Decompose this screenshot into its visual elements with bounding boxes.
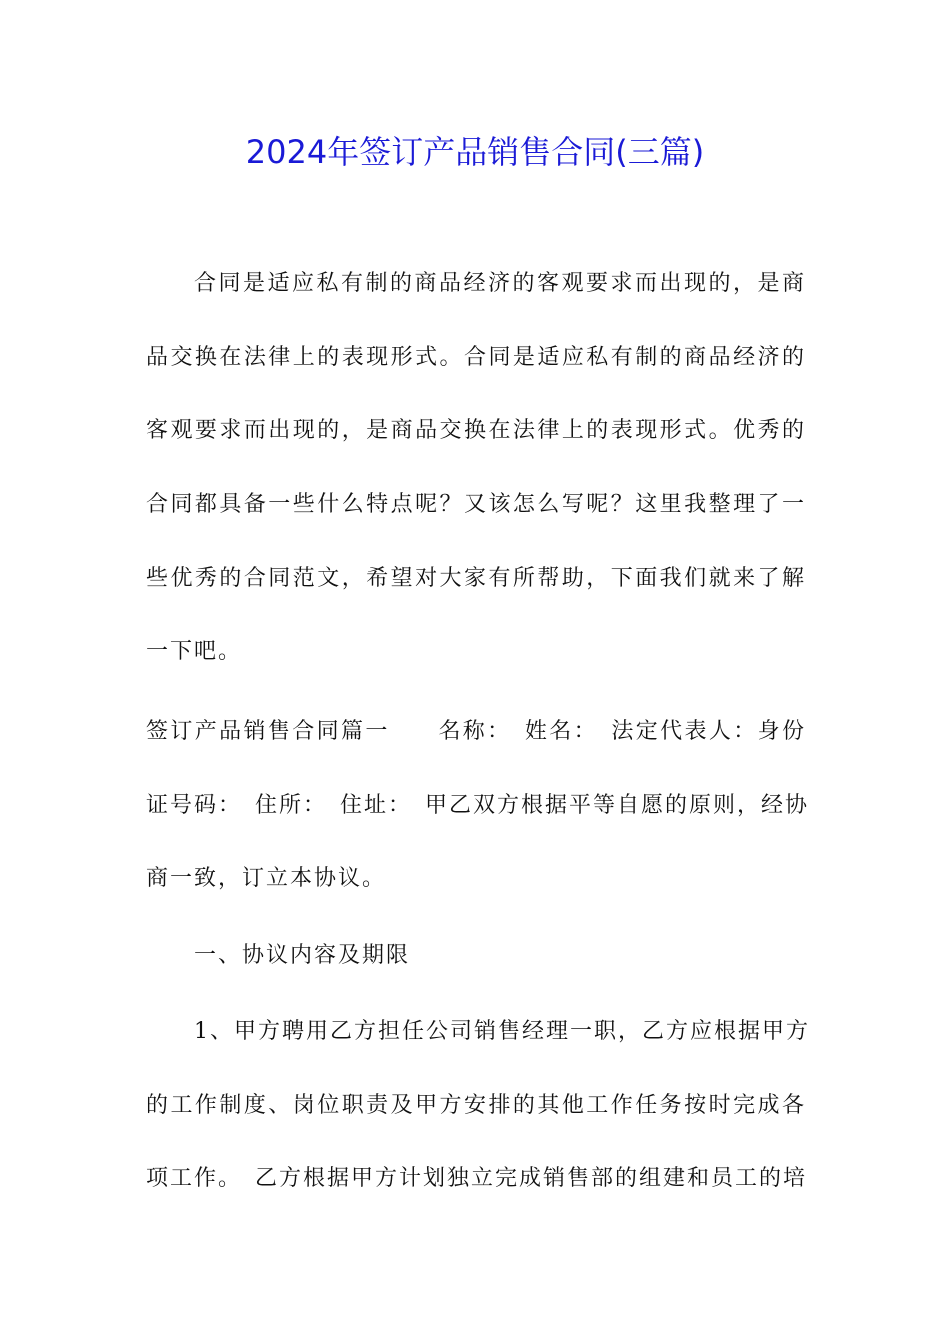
text-line: 项工作。 乙方根据甲方计划独立完成销售部的组建和员工的培 — [146, 1166, 808, 1192]
heading-text: 一、协议内容及期限 — [194, 943, 411, 968]
intro-paragraph — [146, 247, 806, 689]
clause-paragraph — [146, 995, 810, 1216]
text-line: 商一致，订立本协议。 — [146, 866, 387, 892]
text-line: 品交换在法律上的表现形式。合同是适应私有制的商品经济的 — [146, 344, 806, 370]
text-line: 合同是适应私有制的商品经济的客观要求而出现的，是商 — [194, 271, 806, 296]
section-one-paragraph — [146, 695, 810, 916]
document-title: 2024年签订产品销售合同(三篇) — [245, 133, 705, 171]
text-line: 1、甲方聘用乙方担任公司销售经理一职，乙方应根据甲方 — [194, 1019, 810, 1044]
text-line: 一下吧。 — [146, 639, 243, 665]
text-line: 证号码： 住所： 住址： 甲乙双方根据平等自愿的原则，经协 — [146, 792, 810, 818]
text-line: 签订产品销售合同篇一 名称： 姓名： 法定代表人：身份 — [146, 719, 806, 744]
text-line: 客观要求而出现的，是商品交换在法律上的表现形式。优秀的 — [146, 418, 806, 444]
text-line: 合同都具备一些什么特点呢？又该怎么写呢？这里我整理了一 — [146, 492, 806, 518]
section-heading — [146, 919, 806, 993]
text-line: 些优秀的合同范文，希望对大家有所帮助，下面我们就来了解 — [146, 565, 806, 591]
text-line: 的工作制度、岗位职责及甲方安排的其他工作任务按时完成各 — [146, 1092, 806, 1118]
